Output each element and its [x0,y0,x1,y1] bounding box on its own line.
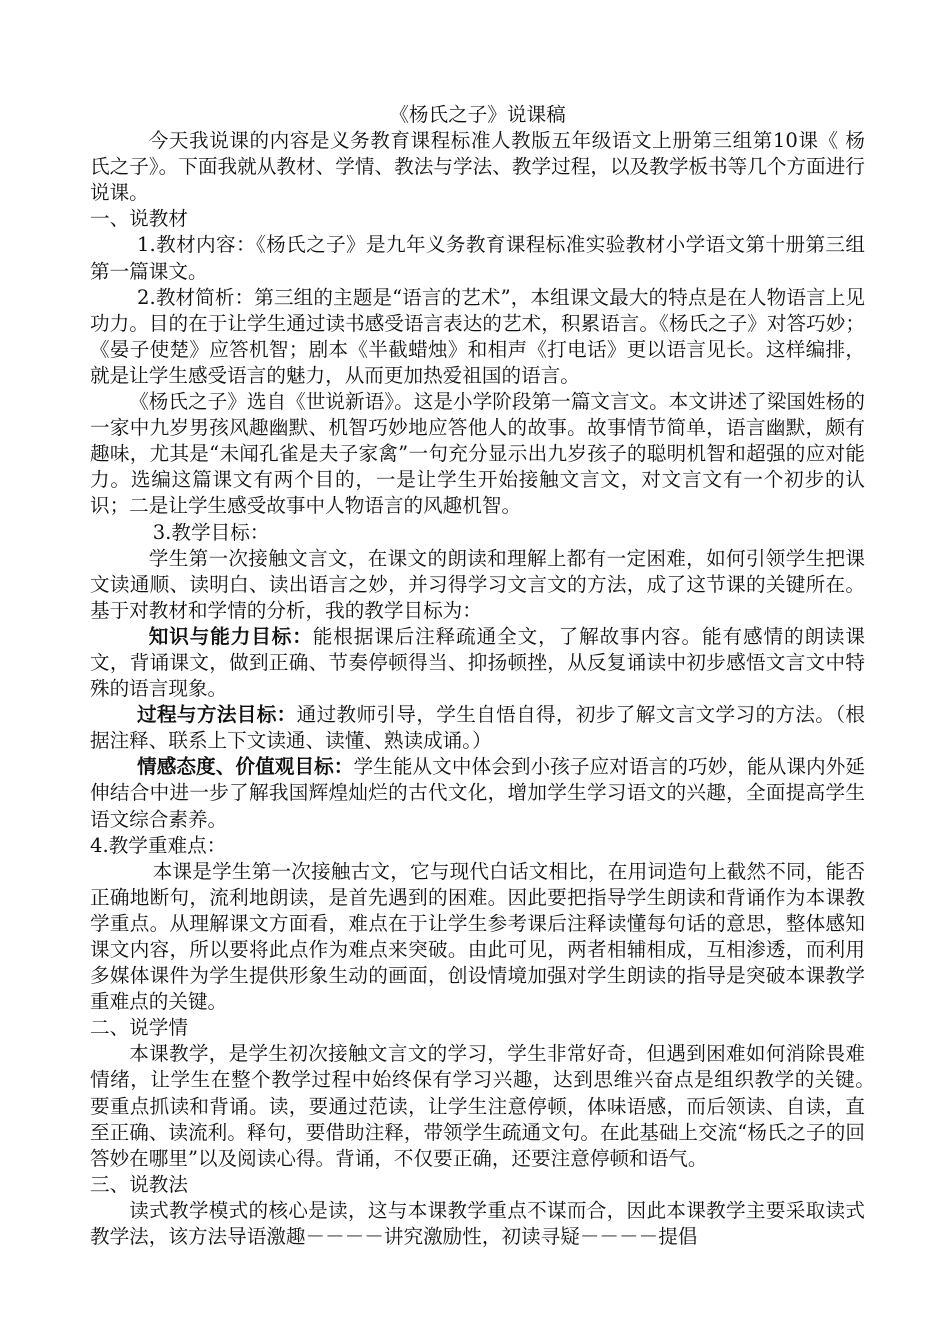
document-title: 《杨氏之子》说课稿 [389,103,566,126]
section-heading-students: 二、说学情 [90,1016,188,1040]
goal-emotion-paragraph [90,754,865,832]
goal-process-paragraph [90,702,865,754]
goal-knowledge-text: 能根据课后注释疏通全文，了解故事内容。能有感情的朗读课文，背诵课文，做到正确、节奏停顿得当、抑扬顿挫，从反复诵读中初步感悟文言文中特殊的语言现象。 [90,624,866,701]
students-paragraph: 本课教学，是学生初次接触文言文的学习，学生非常好奇，但遇到困难如何消除畏难情绪，让学生在整个教学过程中始终保有学习兴趣，达到思维兴奋点是组织教学的关键。 要重点抓读和背诵。读，要通过范读，让学生注意停顿，体味语感，而后领读、自读，直至正确、读流利。释句，要借助注释，带领学生疏通文句。在此基础上交流“杨氏之子的回答妙在哪里”以及阅读心得。背诵，不仅要正确，还要注意停顿和语气。 [90,1042,885,1170]
teaching-goals-heading: 3.教学目标： [152,520,270,544]
goal-knowledge-paragraph [90,624,865,702]
textbook-story-paragraph: 《杨氏之子》选自《世说新语》。这是小学阶段第一篇文言文。本文讲述了梁国姓杨的一家中九岁男孩风趣幽默、机智巧妙地应答他人的故事。故事情节简单，语言幽默，颇有趣味，尤其是“未闻孔雀是夫子家禽”一句充分显示出九岁孩子的聪明机智和超强的应对能力。选编这篇课文有两个目的，一是让学生开始接触文言文，对文言文有一个初步的认识；二是让学生感受故事中人物语言的风趣机智。 [90,390,865,518]
method-paragraph: 读式教学模式的核心是读，这与本课教学重点不谋而合，因此本课教学主要采取读式教学法，该方法导语激趣－－－－讲究激励性，初读寻疑－－－－提倡 [90,1198,865,1249]
section-heading-method: 三、说教法 [90,1172,188,1196]
goal-process-text: 通过教师引导，学生自悟自得，初步了解文言文学习的方法。（根据注释、联系上下文读通、读懂、熟读成诵。） [90,703,865,753]
goal-emotion-label: 情感态度、价值观目标： [137,755,354,779]
goal-emotion-text: 学生能从文中体会到小孩子应对语言的巧妙，能从课内外延伸结合中进一步了解我国辉煌灿烂的古代文化，增加学生学习语文的兴趣，全面提高学生语文综合素养。 [90,755,866,831]
textbook-analysis-paragraph: 2.教材简析：第三组的主题是“语言的艺术”，本组课文最大的特点是在人物语言上见功力。目的在于让学生通过读书感受语言表达的艺术，积累语言。《杨氏之子》对答巧妙；《晏子使楚》应答机智；剧本《半截蜡烛》和相声《打电话》更以语言见长。这样编排，就是让学生感受语言的魅力，从而更加热爱祖国的语言。 [90,285,865,387]
key-points-heading: 4.教学重难点： [90,833,227,857]
textbook-content-paragraph: 1.教材内容：《杨氏之子》是九年义务教育课程标准实验教材小学语文第十册第三组第一篇课文。 [90,233,865,283]
document-page [90,102,885,1250]
teaching-goals-intro: 学生第一次接触文言文，在课文的朗读和理解上都有一定困难，如何引领学生把课文读通顺、读明白、读出语言之妙，并习得学习文言文的方法，成了这节课的关键所在。基于对教材和学情的分析，我的教学目标为： [90,546,865,622]
key-points-paragraph: 本课是学生第一次接触古文，它与现代白话文相比，在用词造句上截然不同，能否正确地断句，流利地朗读，是首先遇到的困难。因此要把指导学生朗读和背诵作为本课教学重点。从理解课文方面看，难点在于让学生参考课后注释读懂每句话的意思，整体感知课文内容，所以要将此点作为难点来突破。由此可见，两者相辅相成，互相渗透，而利用多媒体课件为学生提供形象生动的画面，创设情境加强对学生朗读的指导是突破本课教学重难点的关键。 [90,859,865,1014]
section-heading-textbook: 一、说教材 [90,207,188,231]
goal-knowledge-label: 知识与能力目标： [148,624,313,648]
goal-process-label: 过程与方法目标： [137,703,297,727]
intro-paragraph: 今天我说课的内容是义务教育课程标准人教版五年级语文上册第三组第10课《 杨氏之子》。下面我就从教材、学情、教法与学法、教学过程，以及教学板书等几个方面进行说课。 [90,129,865,205]
